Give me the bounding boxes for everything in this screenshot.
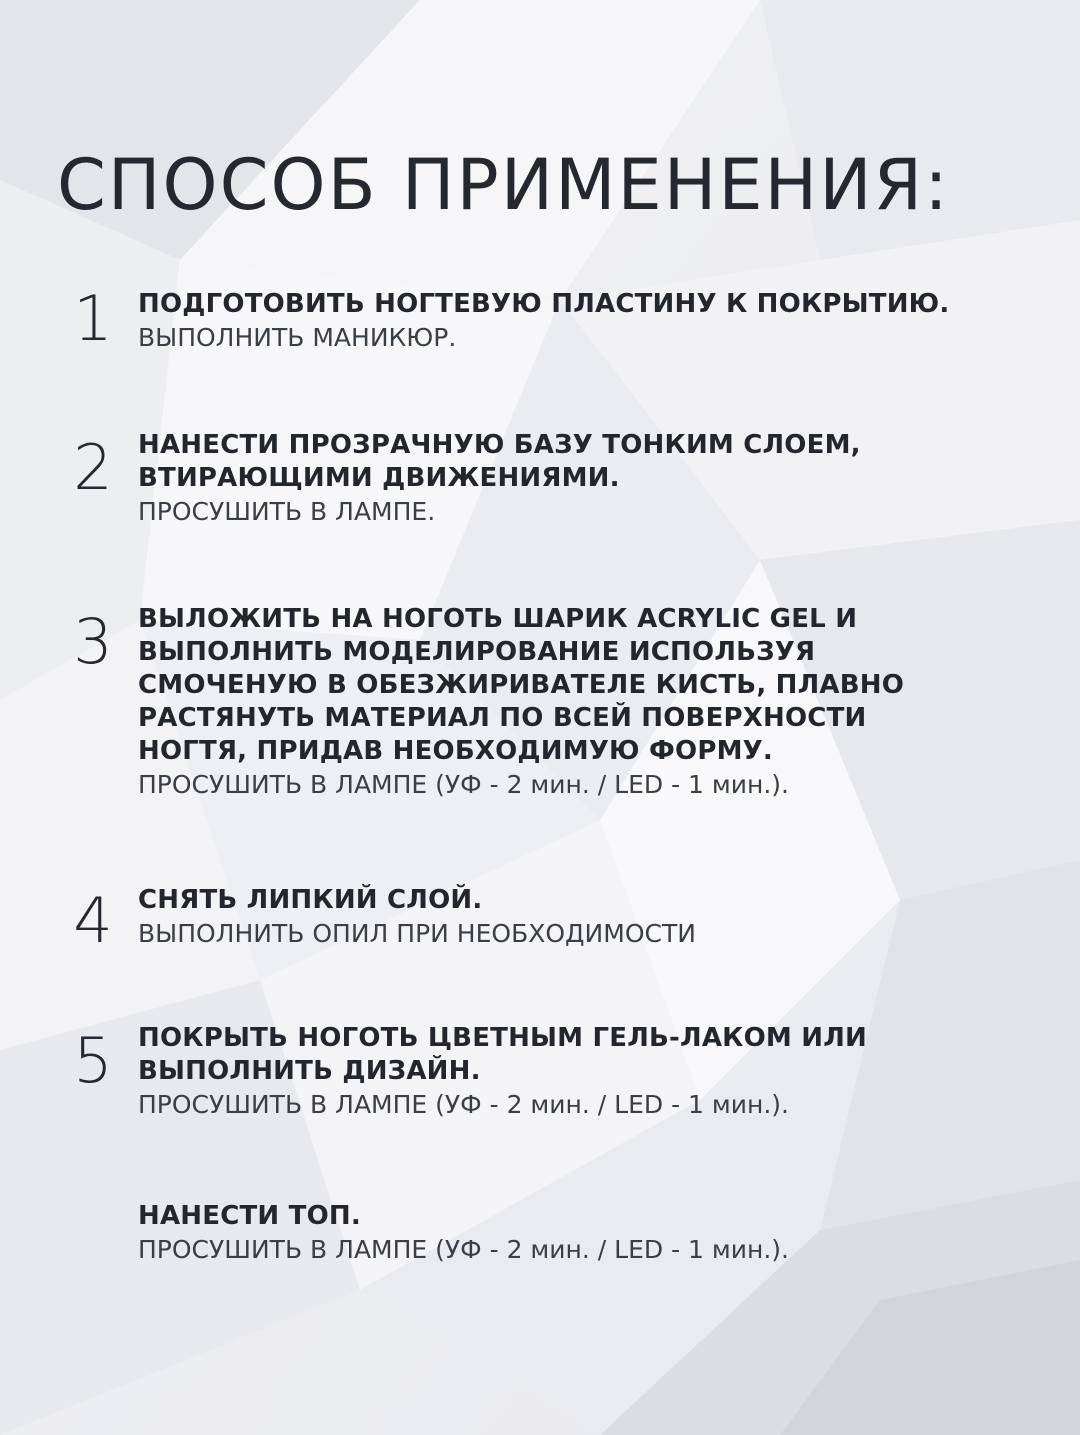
step-heading-line: НАНЕСТИ ТОП. (138, 1201, 361, 1231)
step-body (138, 429, 1038, 528)
step-heading (138, 288, 1038, 321)
step-heading (138, 1200, 1038, 1233)
step-note: ПРОСУШИТЬ В ЛАМПЕ (УФ - 2 мин. / LED - 1 мин.). (138, 1235, 789, 1264)
step-note: ПРОСУШИТЬ В ЛАМПЕ. (138, 497, 436, 526)
step-heading (138, 1022, 1038, 1088)
step-heading-line: ВЫПОЛНИТЬ МОДЕЛИРОВАНИЕ ИСПОЛЬЗУЯ (138, 637, 816, 667)
step-heading (138, 429, 1038, 495)
step-number: 5 (73, 1024, 113, 1097)
step-heading-line: СНЯТЬ ЛИПКИЙ СЛОЙ. (138, 885, 483, 915)
step-body (138, 884, 1038, 950)
step-heading-line: НОГТЯ, ПРИДАВ НЕОБХОДИМУЮ ФОРМУ. (138, 736, 773, 766)
step-number: 2 (73, 431, 113, 504)
step-note: ВЫПОЛНИТЬ ОПИЛ ПРИ НЕОБХОДИМОСТИ (138, 919, 696, 948)
step-body (138, 603, 1038, 801)
step-heading-line: ВТИРАЮЩИМИ ДВИЖЕНИЯМИ. (138, 463, 620, 493)
step-number: 3 (73, 605, 113, 678)
page-title: СПОСОБ ПРИМЕНЕНИЯ: (57, 144, 950, 226)
step-heading-line: ВЫПОЛНИТЬ ДИЗАЙН. (138, 1056, 481, 1086)
step-body (138, 1200, 1038, 1266)
step-heading-line: РАСТЯНУТЬ МАТЕРИАЛ ПО ВСЕЙ ПОВЕРХНОСТИ (138, 703, 867, 733)
step-body (138, 1022, 1038, 1121)
step-heading-line: НАНЕСТИ ПРОЗРАЧНУЮ БАЗУ ТОНКИМ СЛОЕМ, (138, 430, 861, 460)
step-heading-line: ВЫЛОЖИТЬ НА НОГОТЬ ШАРИК ACRYLIC GEL И (138, 604, 858, 634)
step-number: 1 (73, 282, 113, 355)
step-number: 4 (73, 884, 113, 957)
step-heading-line: ПОДГОТОВИТЬ НОГТЕВУЮ ПЛАСТИНУ К ПОКРЫТИЮ. (138, 289, 950, 319)
step-heading (138, 603, 1038, 768)
step-heading (138, 884, 1038, 917)
step-body (138, 288, 1038, 354)
step-note: ПРОСУШИТЬ В ЛАМПЕ (УФ - 2 мин. / LED - 1 мин.). (138, 1090, 789, 1119)
step-note: ВЫПОЛНИТЬ МАНИКЮР. (138, 323, 457, 352)
step-heading-line: ПОКРЫТЬ НОГОТЬ ЦВЕТНЫМ ГЕЛЬ-ЛАКОМ ИЛИ (138, 1023, 867, 1053)
step-heading-line: СМОЧЕНУЮ В ОБЕЗЖИРИВАТЕЛЕ КИСТЬ, ПЛАВНО (138, 670, 905, 700)
step-note: ПРОСУШИТЬ В ЛАМПЕ (УФ - 2 мин. / LED - 1 мин.). (138, 770, 789, 799)
